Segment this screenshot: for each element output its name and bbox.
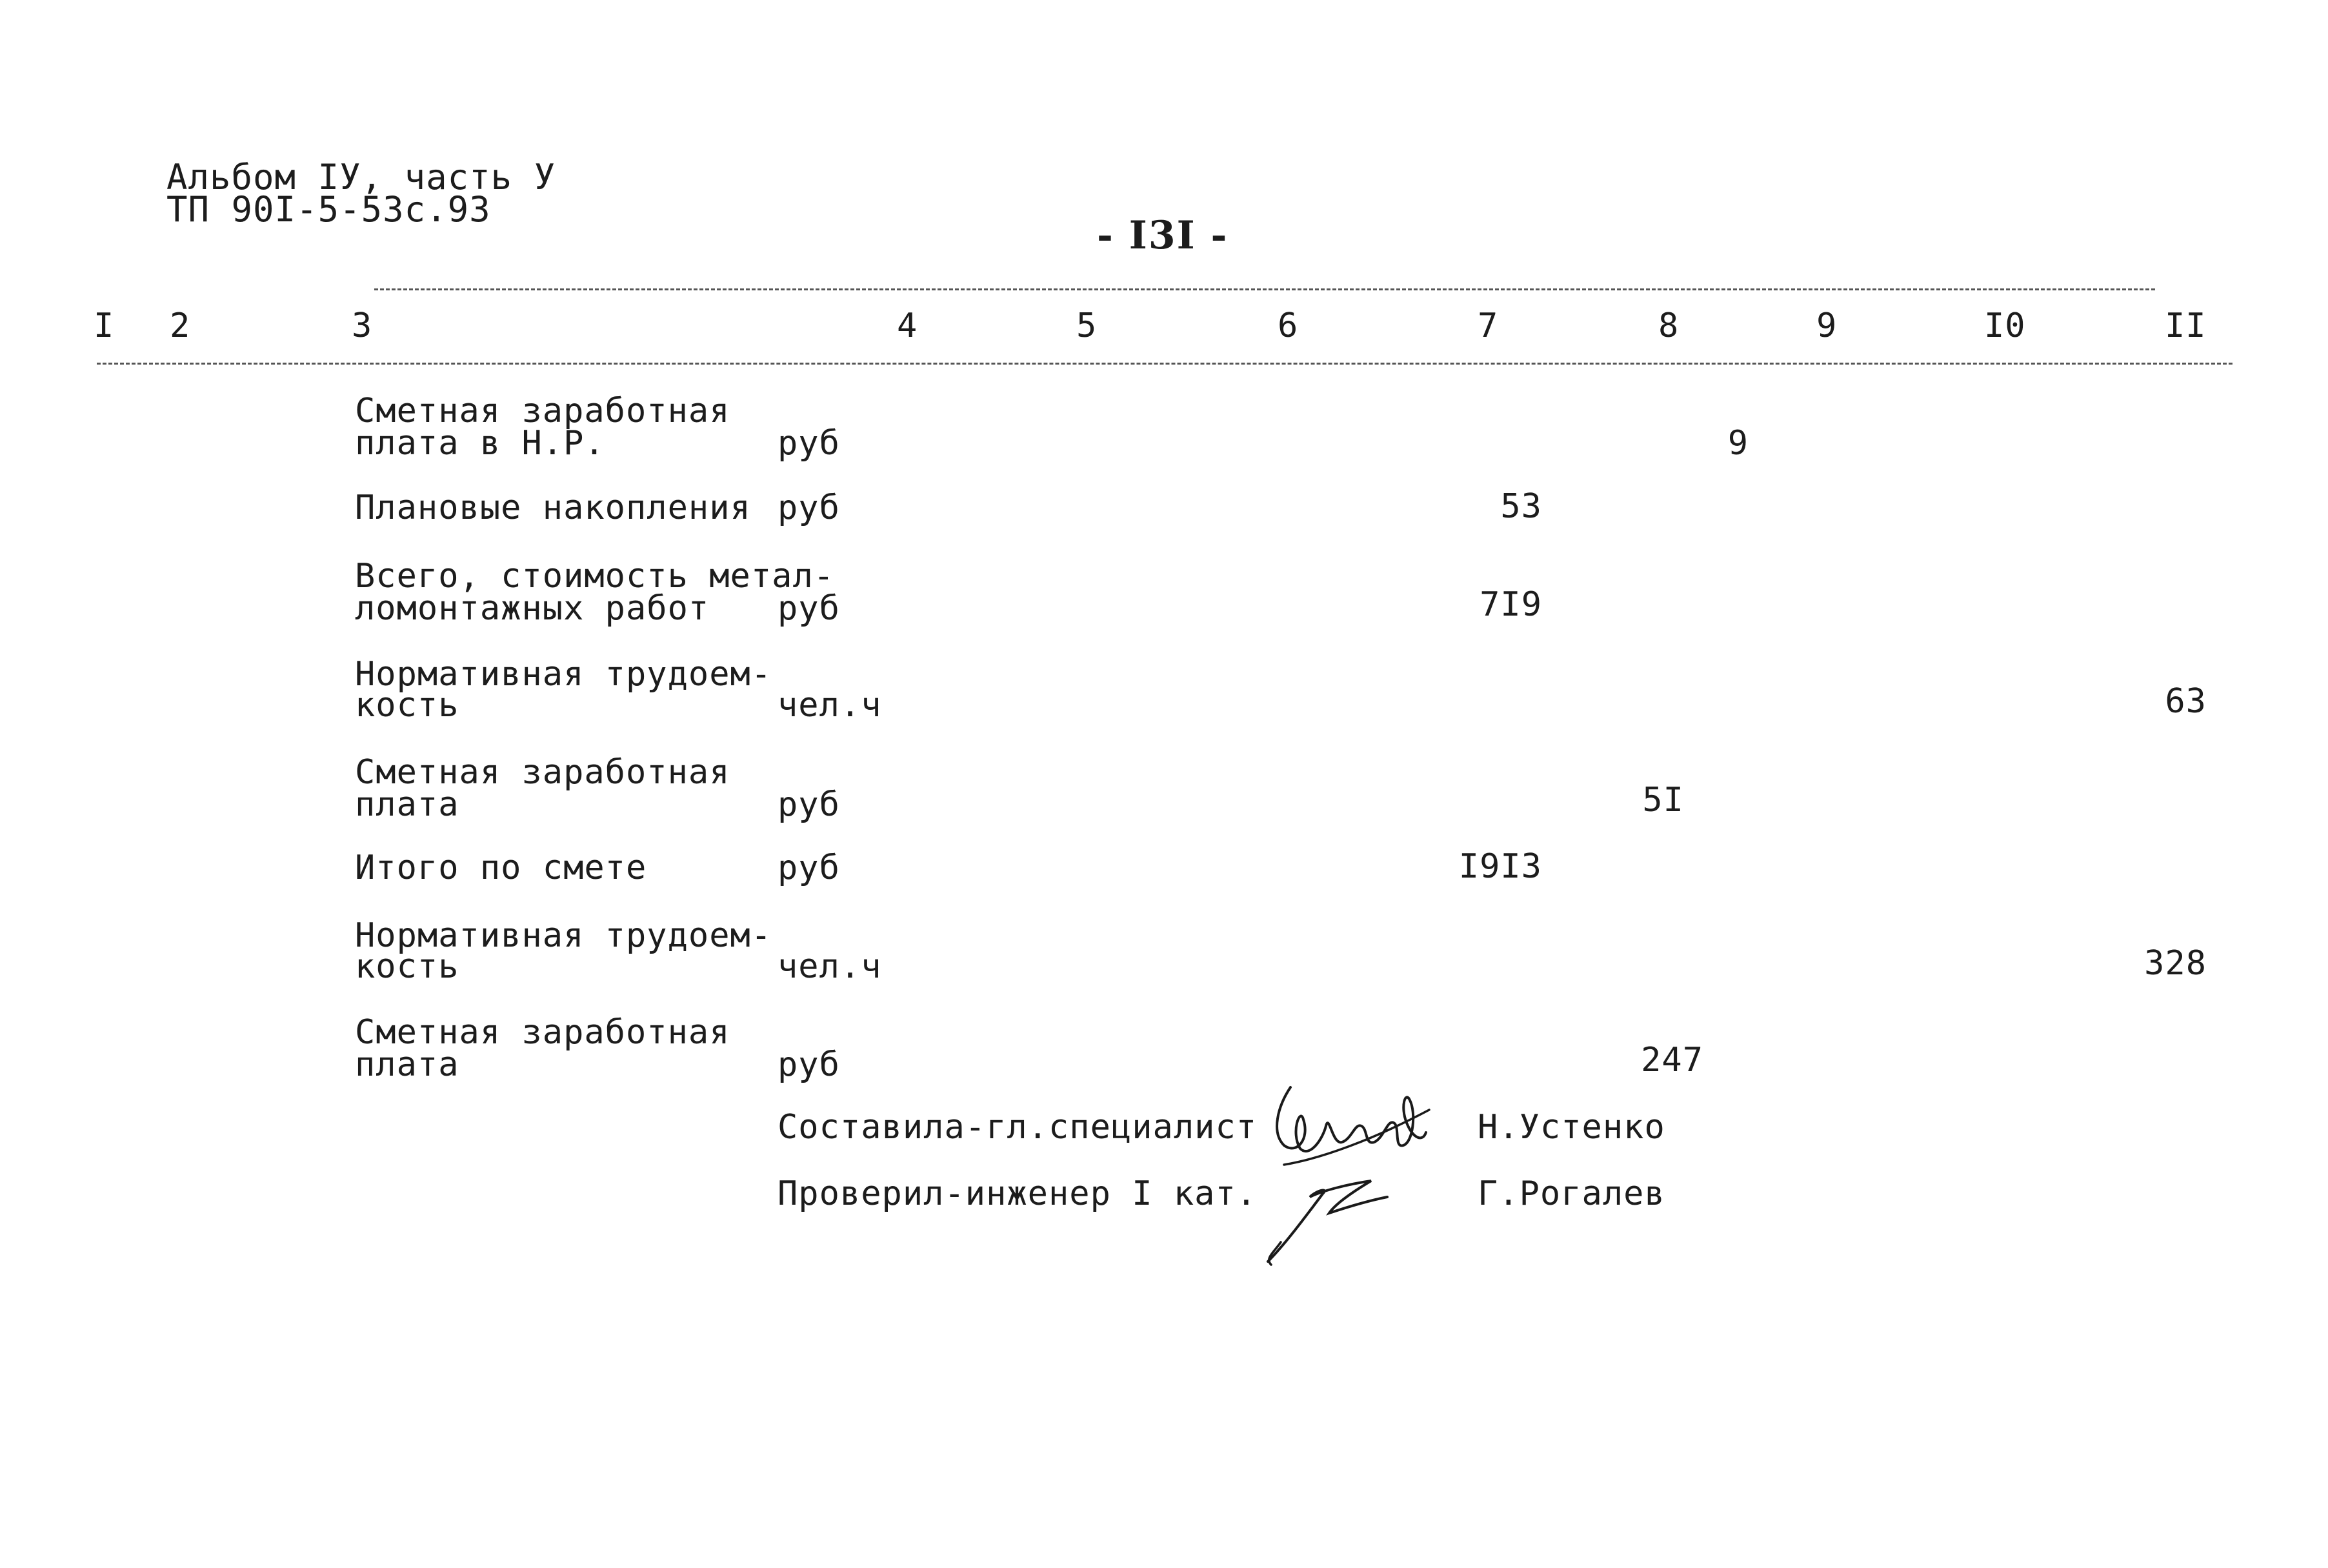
column-number: I0 bbox=[1984, 307, 2026, 345]
top-rule bbox=[374, 288, 2155, 290]
row-unit: руб bbox=[778, 849, 840, 887]
column-number: 6 bbox=[1278, 307, 1299, 345]
compiled-by-name: Н.Устенко bbox=[1478, 1108, 1665, 1147]
row-label-line1: Итого по смете bbox=[355, 849, 647, 887]
row-label-line2: плата в Н.Р. bbox=[355, 424, 605, 463]
row-col11-value: 328 bbox=[2144, 944, 2207, 983]
row-label-line1: Всего, стоимость метал- bbox=[355, 557, 835, 596]
row-col7-value: 7I9 bbox=[1480, 585, 1542, 624]
column-number: 7 bbox=[1478, 307, 1499, 345]
row-col7-value: 53 bbox=[1500, 487, 1542, 526]
row-col11-value: 63 bbox=[2165, 682, 2207, 721]
row-label-line1: Плановые накопления bbox=[355, 488, 751, 527]
column-header-rule bbox=[97, 363, 2233, 365]
row-label-line1: Сметная заработная bbox=[355, 1013, 730, 1052]
page-number: - I3I - bbox=[1097, 213, 1229, 258]
row-unit: руб bbox=[778, 589, 840, 628]
row-label-line2: кость bbox=[355, 947, 459, 986]
column-number: II bbox=[2165, 307, 2207, 345]
album-label: Альбом IУ, часть У bbox=[166, 157, 556, 197]
column-number: 5 bbox=[1076, 307, 1098, 345]
column-number: 2 bbox=[170, 307, 191, 345]
row-col8-value: 247 bbox=[1641, 1041, 1703, 1080]
row-label-line1: Нормативная трудоем- bbox=[355, 916, 772, 955]
checked-by-name: Г.Рогалев bbox=[1478, 1174, 1665, 1213]
row-label-line2: кость bbox=[355, 686, 459, 725]
row-unit: чел.ч bbox=[778, 947, 882, 986]
project-code: ТП 90I-5-53с.93 bbox=[166, 189, 491, 230]
row-unit: руб bbox=[778, 424, 840, 463]
checked-by-label: Проверил-инженер I кат. bbox=[778, 1174, 1258, 1213]
column-number: 3 bbox=[352, 307, 373, 345]
compiled-by-label: Составила-гл.специалист bbox=[778, 1108, 1258, 1147]
row-col7-value: I9I3 bbox=[1458, 847, 1542, 886]
column-number: I bbox=[94, 307, 115, 345]
column-number: 4 bbox=[897, 307, 918, 345]
row-label-line1: Сметная заработная bbox=[355, 753, 730, 792]
row-col8-value: 9 bbox=[1727, 424, 1749, 463]
row-label-line1: Сметная заработная bbox=[355, 392, 730, 430]
row-unit: руб bbox=[778, 488, 840, 527]
handwritten-signature bbox=[1258, 1155, 1413, 1271]
row-unit: руб bbox=[778, 1045, 840, 1084]
row-unit: чел.ч bbox=[778, 686, 882, 725]
row-label-line2: плата bbox=[355, 1045, 459, 1084]
row-label-line2: плата bbox=[355, 785, 459, 824]
row-col8-value: 5I bbox=[1642, 781, 1684, 819]
column-number: 9 bbox=[1816, 307, 1838, 345]
row-label-line2: ломонтажных работ bbox=[355, 589, 710, 628]
row-unit: руб bbox=[778, 785, 840, 824]
row-label-line1: Нормативная трудоем- bbox=[355, 655, 772, 694]
column-number: 8 bbox=[1658, 307, 1680, 345]
